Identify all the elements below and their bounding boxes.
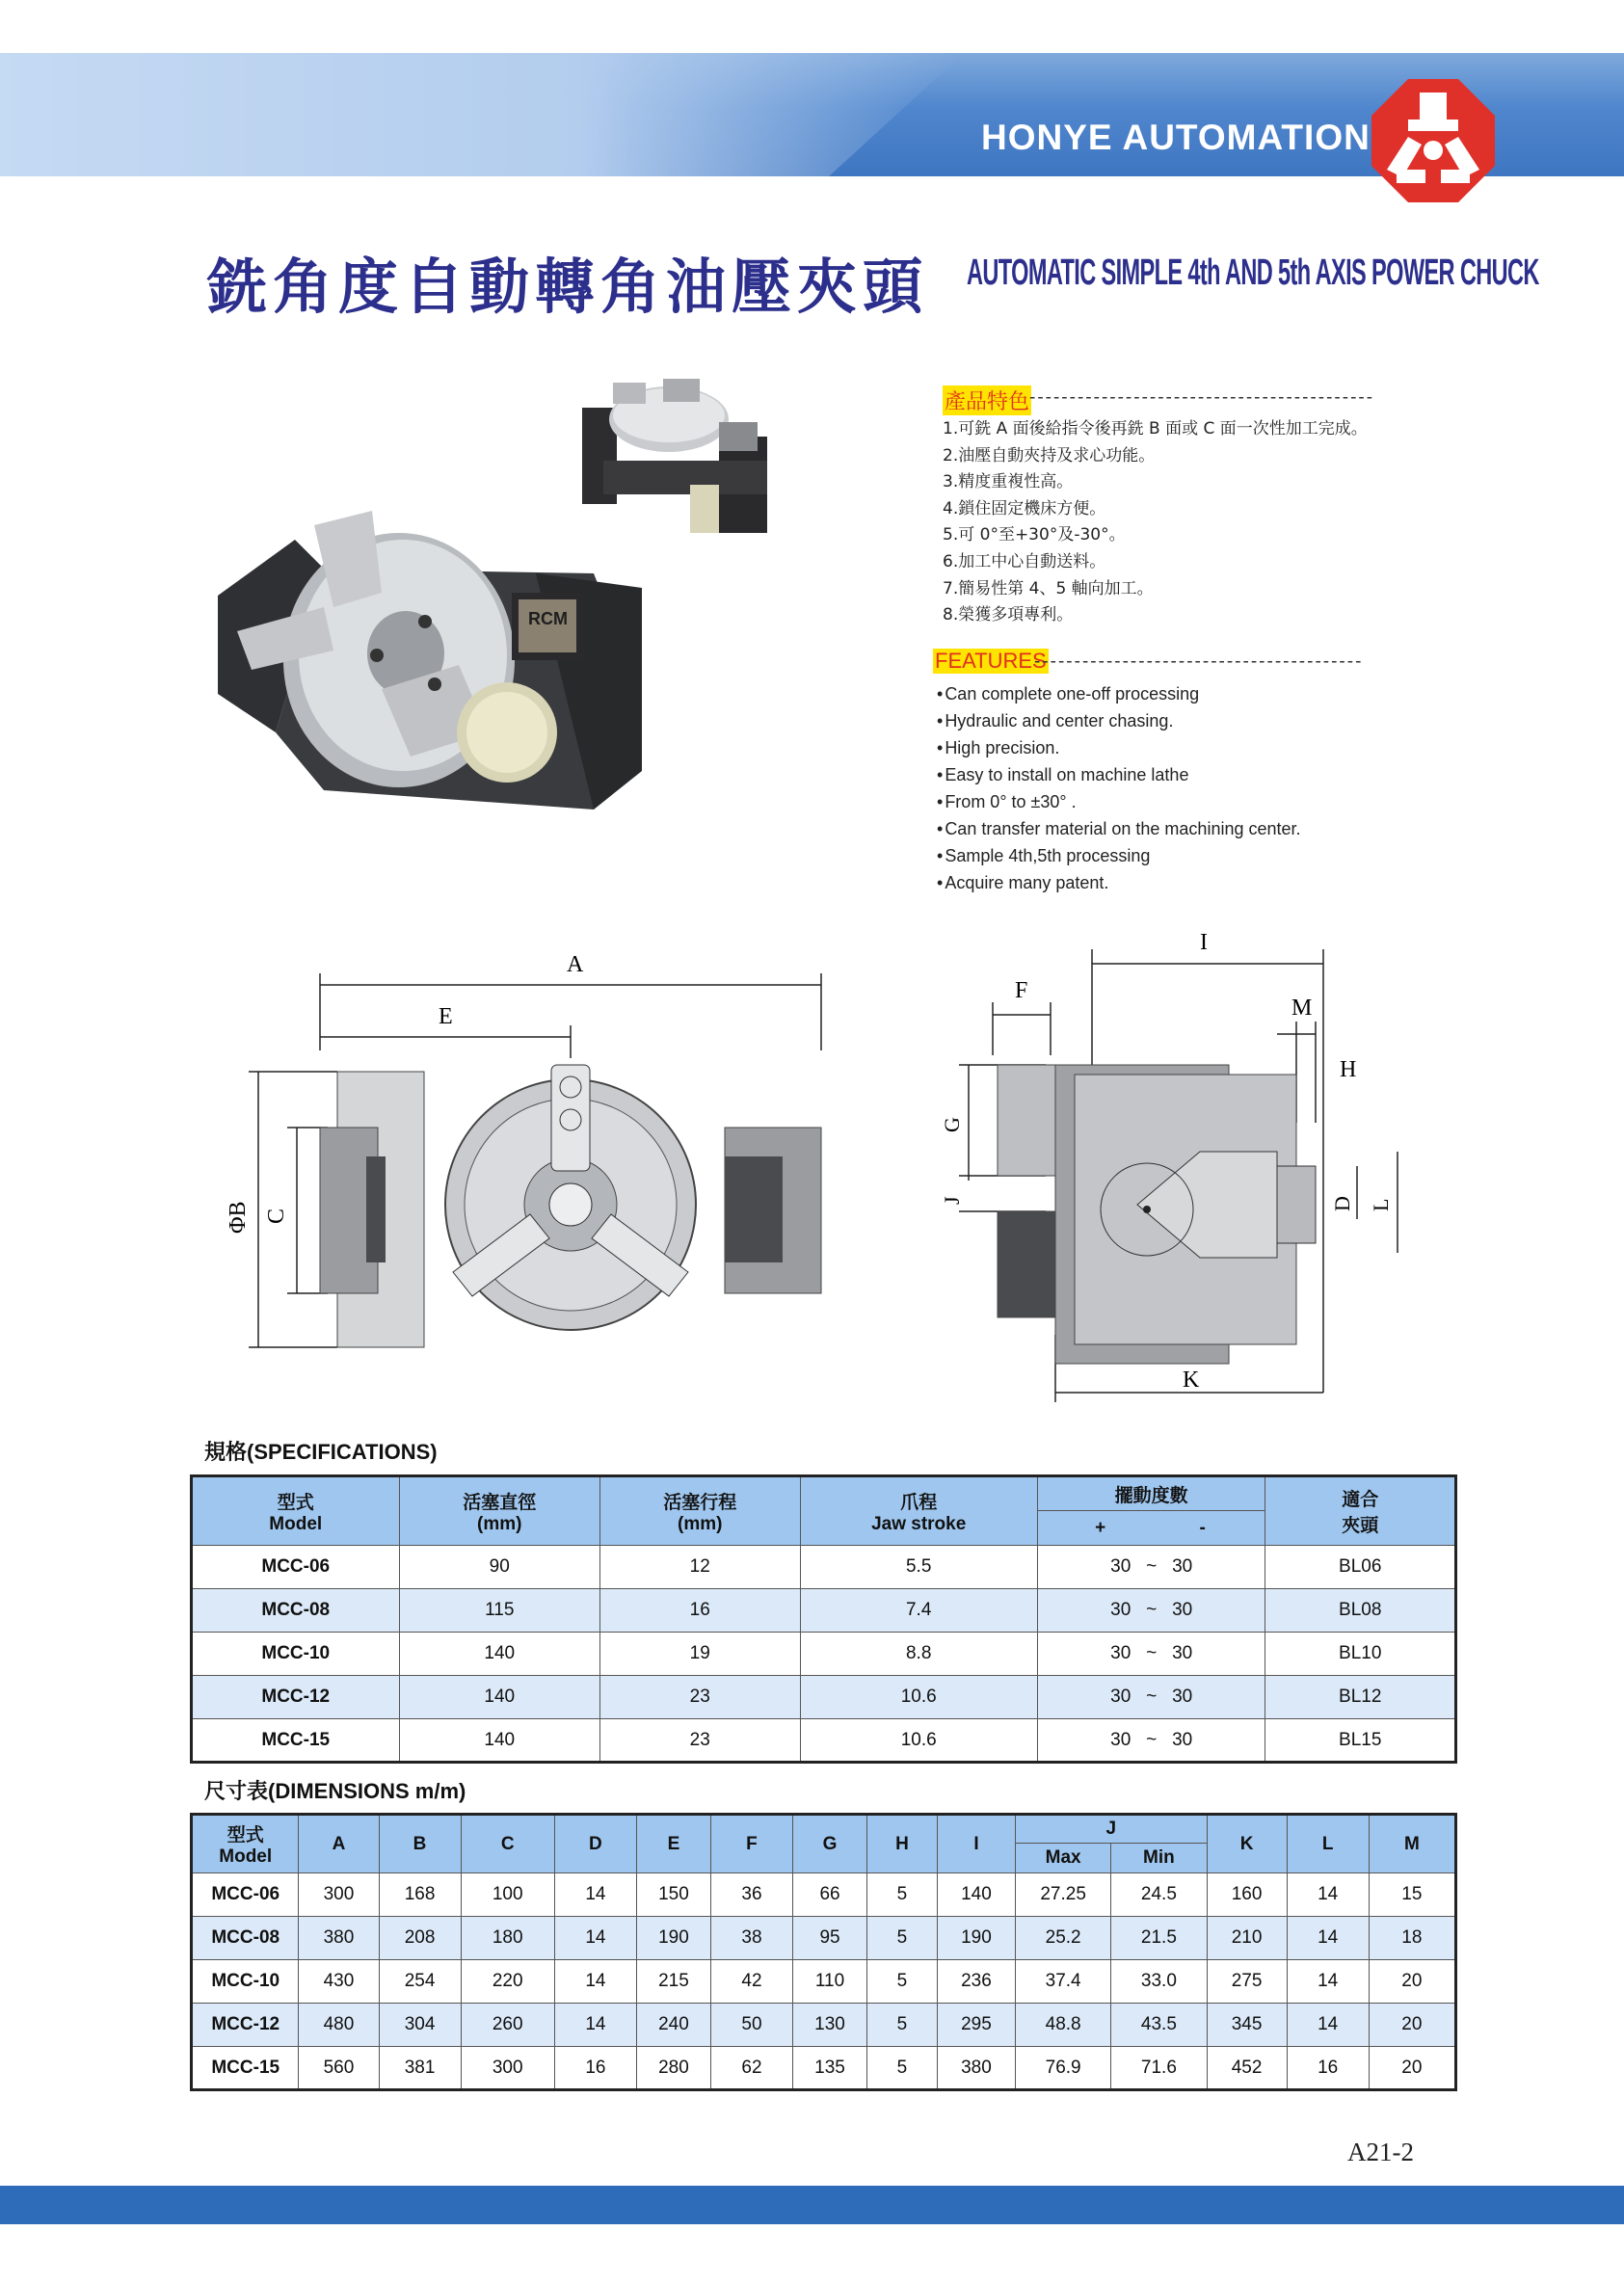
dim-label-b: ΦB: [226, 1201, 251, 1234]
table-row: MCC-12 480 304 260 14 240 50 130 5 295 48.8 43.5 345 14 20: [192, 2004, 1456, 2047]
title-english: [967, 252, 1539, 294]
dim-label-a: A: [567, 952, 584, 977]
dim-header-col: G: [793, 1815, 867, 1873]
spec-header-piston-dia: 活塞直徑 (mm): [399, 1476, 600, 1546]
dim-label-l: L: [1369, 1198, 1393, 1211]
feature-en-item: • Easy to install on machine lathe: [937, 761, 1301, 788]
feature-zh-item: 2.油壓自動夾持及求心功能。: [943, 445, 1156, 465]
dim-header-col: B: [379, 1815, 461, 1873]
dim-header-col: A: [299, 1815, 379, 1873]
dim-header-col: I: [937, 1815, 1015, 1873]
title-chinese: 銑角度自動轉角油壓夾頭: [207, 252, 929, 322]
dim-label-c: C: [264, 1208, 289, 1224]
features-en-heading: FEATURES: [935, 649, 1047, 673]
table-row: MCC-15 560 381 300 16 280 62 135 5 380 76.9 71.6 452 16 20: [192, 2047, 1456, 2090]
dim-label-m: M: [1291, 996, 1313, 1021]
features-en-list: [937, 680, 1301, 896]
table-row: MCC-12 140 23 10.6 30 ~ 30 BL12: [192, 1676, 1456, 1719]
feature-zh-item: 8.榮獲多項專利。: [943, 605, 1074, 625]
dim-table: [190, 1813, 1457, 2091]
table-row: MCC-10 140 19 8.8 30 ~ 30 BL10: [192, 1633, 1456, 1676]
feature-en-item: • From 0° to ±30° .: [937, 788, 1301, 815]
spec-title: 規格(SPECIFICATIONS): [204, 1440, 438, 1464]
feature-en-item: • Can complete one-off processing: [937, 680, 1301, 707]
dim-header-col: H: [867, 1815, 938, 1873]
dim-label-i: I: [1200, 930, 1208, 955]
spec-header-swing: 擺動度數: [1037, 1476, 1265, 1511]
dim-header-col: K: [1207, 1815, 1287, 1873]
table-row: MCC-08 115 16 7.4 30 ~ 30 BL08: [192, 1589, 1456, 1633]
footer-band: [0, 2186, 1624, 2224]
feature-en-item: • Acquire many patent.: [937, 869, 1301, 896]
dim-header-j-min: Min: [1111, 1844, 1207, 1873]
spec-header-chuck: 適合 夾頭: [1265, 1476, 1456, 1546]
table-row: MCC-10 430 254 220 14 215 42 110 5 236 37.4 33.0 275 14 20: [192, 1960, 1456, 2004]
dim-header-model: 型式 Model: [192, 1815, 299, 1873]
dim-label-f: F: [1015, 978, 1028, 1003]
features-zh-heading: 產品特色: [943, 385, 1031, 415]
side-view-drawing: [911, 930, 1417, 1402]
page-number: A21-2: [1347, 2138, 1414, 2166]
brand-name: HONYE AUTOMATION: [981, 118, 1371, 157]
front-view-drawing: [226, 944, 829, 1359]
dim-header-col: F: [710, 1815, 792, 1873]
feature-en-item: • Can transfer material on the machining center.: [937, 815, 1301, 842]
spec-header-plus-minus: + -: [1037, 1511, 1265, 1546]
feature-zh-item: 6.加工中心自動送料。: [943, 551, 1106, 571]
spec-header-jaw-stroke: 爪程 Jaw stroke: [800, 1476, 1037, 1546]
feature-zh-item: 1.可銑 A 面後給指令後再銑 B 面或 C 面一次性加工完成。: [943, 419, 1368, 438]
dim-label-h: H: [1340, 1057, 1357, 1082]
features-en-divider: -----------------------------------------: [1034, 651, 1364, 672]
honye-logo-icon: [1370, 77, 1497, 204]
dim-label-j: J: [940, 1196, 964, 1205]
dim-title: 尺寸表(DIMENSIONS m/m): [204, 1779, 466, 1803]
dim-header-j-max: Max: [1015, 1844, 1110, 1873]
dim-header-j: J: [1015, 1815, 1207, 1844]
table-row: MCC-06 90 12 5.5 30 ~ 30 BL06: [192, 1546, 1456, 1589]
dim-header-col: L: [1287, 1815, 1369, 1873]
feature-zh-item: 3.精度重複性高。: [943, 472, 1074, 492]
feature-zh-item: 4.鎖住固定機床方便。: [943, 498, 1106, 518]
feature-en-item: • Sample 4th,5th processing: [937, 842, 1301, 869]
title-english-text: AUTOMATIC SIMPLE 4th AND 5th AXIS POWER CHUCK: [967, 252, 1539, 293]
spec-table: [190, 1474, 1457, 1764]
feature-en-item: • Hydraulic and center chasing.: [937, 707, 1301, 734]
features-zh-divider: -------------------------------------------: [1029, 387, 1375, 408]
dim-label-d: D: [1330, 1196, 1354, 1211]
header-highlight: [0, 53, 964, 176]
feature-en-item: • High precision.: [937, 734, 1301, 761]
spec-header-model: 型式 Model: [192, 1476, 400, 1546]
dim-header-col: M: [1369, 1815, 1455, 1873]
spec-header-piston-stroke: 活塞行程 (mm): [600, 1476, 801, 1546]
dim-label-k: K: [1183, 1368, 1200, 1393]
rcm-badge: RCM: [528, 609, 568, 628]
product-photo-main: [218, 482, 652, 824]
dim-header-col: E: [636, 1815, 710, 1873]
dim-label-g: G: [940, 1117, 964, 1132]
dim-header-col: C: [461, 1815, 554, 1873]
feature-zh-item: 5.可 0°至+30°及-30°。: [943, 525, 1126, 545]
table-row: MCC-08 380 208 180 14 190 38 95 5 190 25.2 21.5 210 14 18: [192, 1917, 1456, 1960]
dim-label-e: E: [439, 1004, 453, 1029]
table-row: MCC-15 140 23 10.6 30 ~ 30 BL15: [192, 1719, 1456, 1763]
feature-zh-item: 7.簡易性第 4、5 軸向加工。: [943, 578, 1154, 598]
dim-header-col: D: [554, 1815, 636, 1873]
table-row: MCC-06 300 168 100 14 150 36 66 5 140 27.25 24.5 160 14 15: [192, 1873, 1456, 1917]
features-zh-list: [943, 416, 1368, 629]
